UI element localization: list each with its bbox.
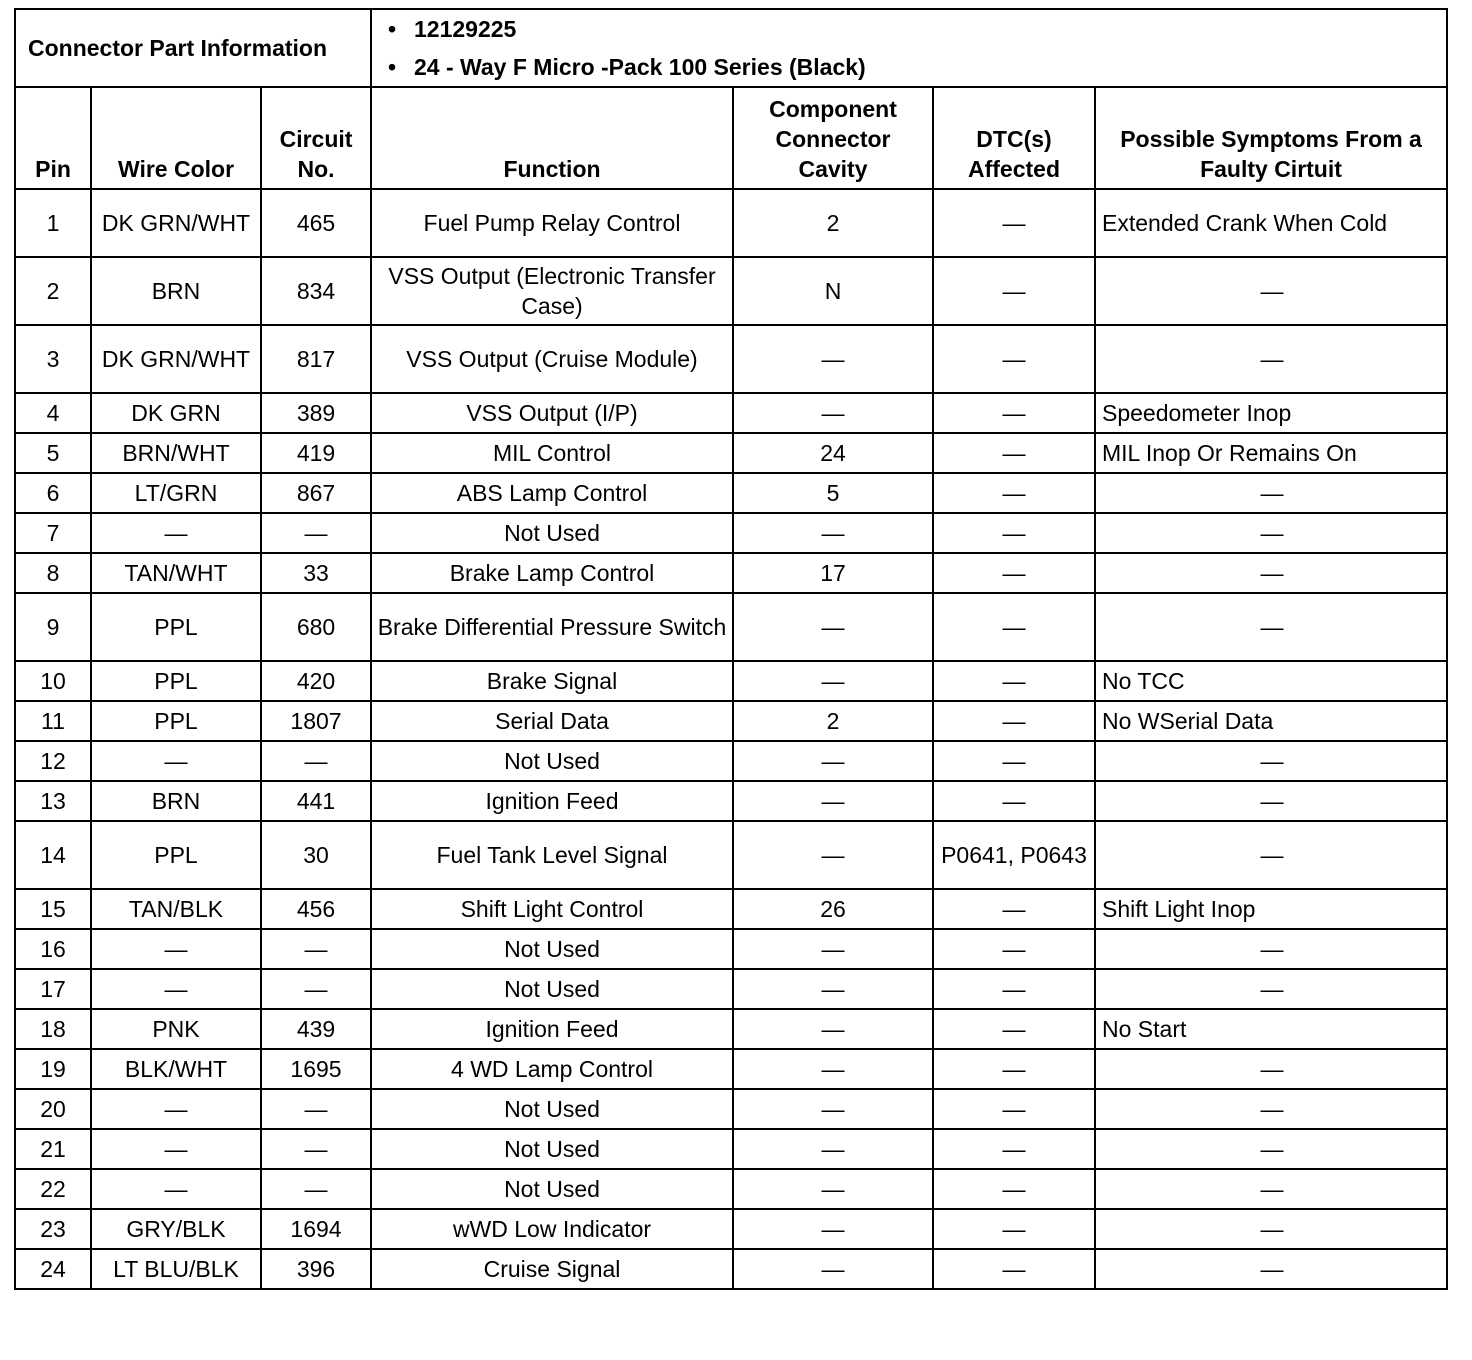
cavity-cell: — [733, 741, 933, 781]
function-cell: Not Used [371, 513, 733, 553]
dtc-cell: — [933, 1089, 1095, 1129]
function-cell: Ignition Feed [371, 1009, 733, 1049]
function-cell: Brake Signal [371, 661, 733, 701]
cavity-cell: — [733, 393, 933, 433]
function-cell: Fuel Pump Relay Control [371, 189, 733, 257]
circuit-no-cell: 33 [261, 553, 371, 593]
dtc-cell: — [933, 189, 1095, 257]
circuit-no-cell: — [261, 741, 371, 781]
dtc-cell: — [933, 257, 1095, 325]
pin-cell: 2 [15, 257, 91, 325]
cavity-cell: — [733, 1169, 933, 1209]
circuit-no-cell: 1694 [261, 1209, 371, 1249]
cavity-cell: N [733, 257, 933, 325]
cavity-cell: — [733, 929, 933, 969]
circuit-no-cell: 680 [261, 593, 371, 661]
circuit-no-cell: — [261, 1169, 371, 1209]
cavity-cell: 5 [733, 473, 933, 513]
function-cell: 4 WD Lamp Control [371, 1049, 733, 1089]
connector-info-row [15, 9, 1447, 87]
pin-cell: 20 [15, 1089, 91, 1129]
header-wire-color: Wire Color [91, 87, 261, 189]
dtc-cell: — [933, 1169, 1095, 1209]
function-cell: Not Used [371, 929, 733, 969]
wire-color-cell: TAN/BLK [91, 889, 261, 929]
cavity-cell: 2 [733, 189, 933, 257]
table-row [15, 701, 1447, 741]
dtc-cell: — [933, 1049, 1095, 1089]
function-cell: Not Used [371, 741, 733, 781]
table-row [15, 553, 1447, 593]
cavity-cell: — [733, 1129, 933, 1169]
wire-color-cell: PPL [91, 701, 261, 741]
pin-cell: 19 [15, 1049, 91, 1089]
dtc-cell: — [933, 593, 1095, 661]
dtc-cell: — [933, 889, 1095, 929]
table-row [15, 661, 1447, 701]
symptom-cell: — [1095, 1209, 1447, 1249]
cavity-cell: — [733, 661, 933, 701]
wire-color-cell: — [91, 513, 261, 553]
pin-cell: 22 [15, 1169, 91, 1209]
table-row [15, 781, 1447, 821]
cavity-cell: — [733, 325, 933, 393]
cavity-cell: — [733, 1009, 933, 1049]
wire-color-cell: BRN [91, 257, 261, 325]
symptom-cell: No TCC [1095, 661, 1447, 701]
cavity-cell: 24 [733, 433, 933, 473]
header-symptoms: Possible Symptoms From a Faulty Cirtuit [1095, 87, 1447, 189]
circuit-no-cell: — [261, 1089, 371, 1129]
symptom-cell: No Start [1095, 1009, 1447, 1049]
symptom-cell: No WSerial Data [1095, 701, 1447, 741]
table-row [15, 433, 1447, 473]
function-cell: Not Used [371, 1089, 733, 1129]
symptom-cell: — [1095, 969, 1447, 1009]
table-row [15, 473, 1447, 513]
circuit-no-cell: — [261, 1129, 371, 1169]
function-cell: VSS Output (Electronic Transfer Case) [371, 257, 733, 325]
wire-color-cell: BRN [91, 781, 261, 821]
pin-cell: 11 [15, 701, 91, 741]
symptom-cell: — [1095, 513, 1447, 553]
function-cell: Ignition Feed [371, 781, 733, 821]
function-cell: Brake Differential Pressure Switch [371, 593, 733, 661]
column-header-row [15, 87, 1447, 189]
wire-color-cell: — [91, 929, 261, 969]
symptom-cell: — [1095, 741, 1447, 781]
dtc-cell: — [933, 473, 1095, 513]
wire-color-cell: — [91, 1129, 261, 1169]
symptom-cell: — [1095, 553, 1447, 593]
symptom-cell: — [1095, 781, 1447, 821]
circuit-no-cell: — [261, 513, 371, 553]
circuit-no-cell: 419 [261, 433, 371, 473]
wire-color-cell: PNK [91, 1009, 261, 1049]
dtc-cell: — [933, 969, 1095, 1009]
dtc-cell: — [933, 433, 1095, 473]
cavity-cell: 26 [733, 889, 933, 929]
pin-cell: 18 [15, 1009, 91, 1049]
dtc-cell: — [933, 553, 1095, 593]
symptom-cell: MIL Inop Or Remains On [1095, 433, 1447, 473]
header-pin: Pin [15, 87, 91, 189]
pin-cell: 23 [15, 1209, 91, 1249]
wire-color-cell: PPL [91, 661, 261, 701]
table-row [15, 1049, 1447, 1089]
function-cell: Fuel Tank Level Signal [371, 821, 733, 889]
dtc-cell: P0641, P0643 [933, 821, 1095, 889]
circuit-no-cell: 867 [261, 473, 371, 513]
table-row [15, 929, 1447, 969]
function-cell: VSS Output (I/P) [371, 393, 733, 433]
dtc-cell: — [933, 1249, 1095, 1289]
circuit-no-cell: — [261, 969, 371, 1009]
cavity-cell: — [733, 969, 933, 1009]
dtc-cell: — [933, 701, 1095, 741]
table-row [15, 969, 1447, 1009]
dtc-cell: — [933, 325, 1095, 393]
pin-cell: 15 [15, 889, 91, 929]
pin-cell: 10 [15, 661, 91, 701]
table-row [15, 393, 1447, 433]
symptom-cell: Speedometer Inop [1095, 393, 1447, 433]
cavity-cell: 2 [733, 701, 933, 741]
wire-color-cell: — [91, 1089, 261, 1129]
circuit-no-cell: 834 [261, 257, 371, 325]
wire-color-cell: — [91, 741, 261, 781]
connector-pinout-table [14, 8, 1448, 1290]
table-row [15, 593, 1447, 661]
wire-color-cell: DK GRN/WHT [91, 325, 261, 393]
pin-cell: 9 [15, 593, 91, 661]
dtc-cell: — [933, 741, 1095, 781]
connector-info-label: Connector Part Information [15, 9, 371, 87]
circuit-no-cell: 817 [261, 325, 371, 393]
wire-color-cell: PPL [91, 593, 261, 661]
cavity-cell: — [733, 513, 933, 553]
symptom-cell: — [1095, 593, 1447, 661]
cavity-cell: — [733, 1209, 933, 1249]
table-row [15, 325, 1447, 393]
wire-color-cell: DK GRN/WHT [91, 189, 261, 257]
connector-pinout-sheet [14, 8, 1446, 1290]
circuit-no-cell: 389 [261, 393, 371, 433]
function-cell: VSS Output (Cruise Module) [371, 325, 733, 393]
symptom-cell: — [1095, 257, 1447, 325]
cavity-cell: — [733, 821, 933, 889]
wire-color-cell: PPL [91, 821, 261, 889]
header-circuit-no: Circuit No. [261, 87, 371, 189]
symptom-cell: Shift Light Inop [1095, 889, 1447, 929]
symptom-cell: — [1095, 929, 1447, 969]
wire-color-cell: — [91, 969, 261, 1009]
table-row [15, 821, 1447, 889]
symptom-cell: — [1095, 1169, 1447, 1209]
cavity-cell: 17 [733, 553, 933, 593]
pin-cell: 5 [15, 433, 91, 473]
header-function: Function [371, 87, 733, 189]
function-cell: Not Used [371, 969, 733, 1009]
circuit-no-cell: 1695 [261, 1049, 371, 1089]
function-cell: MIL Control [371, 433, 733, 473]
table-row [15, 1009, 1447, 1049]
function-cell: Serial Data [371, 701, 733, 741]
connector-info-list [371, 9, 1447, 87]
pin-cell: 24 [15, 1249, 91, 1289]
circuit-no-cell: 441 [261, 781, 371, 821]
pin-cell: 3 [15, 325, 91, 393]
symptom-cell: — [1095, 1089, 1447, 1129]
symptom-cell: — [1095, 325, 1447, 393]
table-row [15, 189, 1447, 257]
cavity-cell: — [733, 781, 933, 821]
dtc-cell: — [933, 661, 1095, 701]
cavity-cell: — [733, 1049, 933, 1089]
pin-cell: 6 [15, 473, 91, 513]
header-component-cavity: Component Connector Cavity [733, 87, 933, 189]
function-cell: Cruise Signal [371, 1249, 733, 1289]
function-cell: Shift Light Control [371, 889, 733, 929]
table-row [15, 1169, 1447, 1209]
dtc-cell: — [933, 1209, 1095, 1249]
circuit-no-cell: 456 [261, 889, 371, 929]
pin-cell: 12 [15, 741, 91, 781]
table-row [15, 1209, 1447, 1249]
circuit-no-cell: — [261, 929, 371, 969]
dtc-cell: — [933, 929, 1095, 969]
wire-color-cell: LT/GRN [91, 473, 261, 513]
wire-color-cell: — [91, 1169, 261, 1209]
pin-cell: 21 [15, 1129, 91, 1169]
table-row [15, 513, 1447, 553]
table-row [15, 1129, 1447, 1169]
pin-cell: 4 [15, 393, 91, 433]
pin-cell: 17 [15, 969, 91, 1009]
pin-cell: 1 [15, 189, 91, 257]
symptom-cell: — [1095, 1129, 1447, 1169]
pin-cell: 8 [15, 553, 91, 593]
pin-cell: 7 [15, 513, 91, 553]
circuit-no-cell: 30 [261, 821, 371, 889]
cavity-cell: — [733, 1249, 933, 1289]
table-row [15, 1249, 1447, 1289]
table-row [15, 741, 1447, 781]
wire-color-cell: GRY/BLK [91, 1209, 261, 1249]
dtc-cell: — [933, 1129, 1095, 1169]
function-cell: wWD Low Indicator [371, 1209, 733, 1249]
wire-color-cell: TAN/WHT [91, 553, 261, 593]
table-row [15, 257, 1447, 325]
circuit-no-cell: 439 [261, 1009, 371, 1049]
cavity-cell: — [733, 593, 933, 661]
symptom-cell: — [1095, 1249, 1447, 1289]
cavity-cell: — [733, 1089, 933, 1129]
symptom-cell: — [1095, 821, 1447, 889]
symptom-cell: Extended Crank When Cold [1095, 189, 1447, 257]
wire-color-cell: LT BLU/BLK [91, 1249, 261, 1289]
wire-color-cell: BRN/WHT [91, 433, 261, 473]
circuit-no-cell: 1807 [261, 701, 371, 741]
symptom-cell: — [1095, 473, 1447, 513]
table-row [15, 1089, 1447, 1129]
pin-cell: 14 [15, 821, 91, 889]
circuit-no-cell: 396 [261, 1249, 371, 1289]
symptom-cell: — [1095, 1049, 1447, 1089]
dtc-cell: — [933, 781, 1095, 821]
function-cell: Brake Lamp Control [371, 553, 733, 593]
header-dtcs: DTC(s) Affected [933, 87, 1095, 189]
circuit-no-cell: 465 [261, 189, 371, 257]
dtc-cell: — [933, 513, 1095, 553]
function-cell: Not Used [371, 1129, 733, 1169]
wire-color-cell: BLK/WHT [91, 1049, 261, 1089]
pin-cell: 13 [15, 781, 91, 821]
dtc-cell: — [933, 393, 1095, 433]
function-cell: Not Used [371, 1169, 733, 1209]
wire-color-cell: DK GRN [91, 393, 261, 433]
pin-cell: 16 [15, 929, 91, 969]
table-row [15, 889, 1447, 929]
function-cell: ABS Lamp Control [371, 473, 733, 513]
part-number: • 12129225 [416, 10, 1442, 48]
circuit-no-cell: 420 [261, 661, 371, 701]
connector-description: • 24 - Way F Micro -Pack 100 Series (Black) [416, 48, 1442, 86]
dtc-cell: — [933, 1009, 1095, 1049]
